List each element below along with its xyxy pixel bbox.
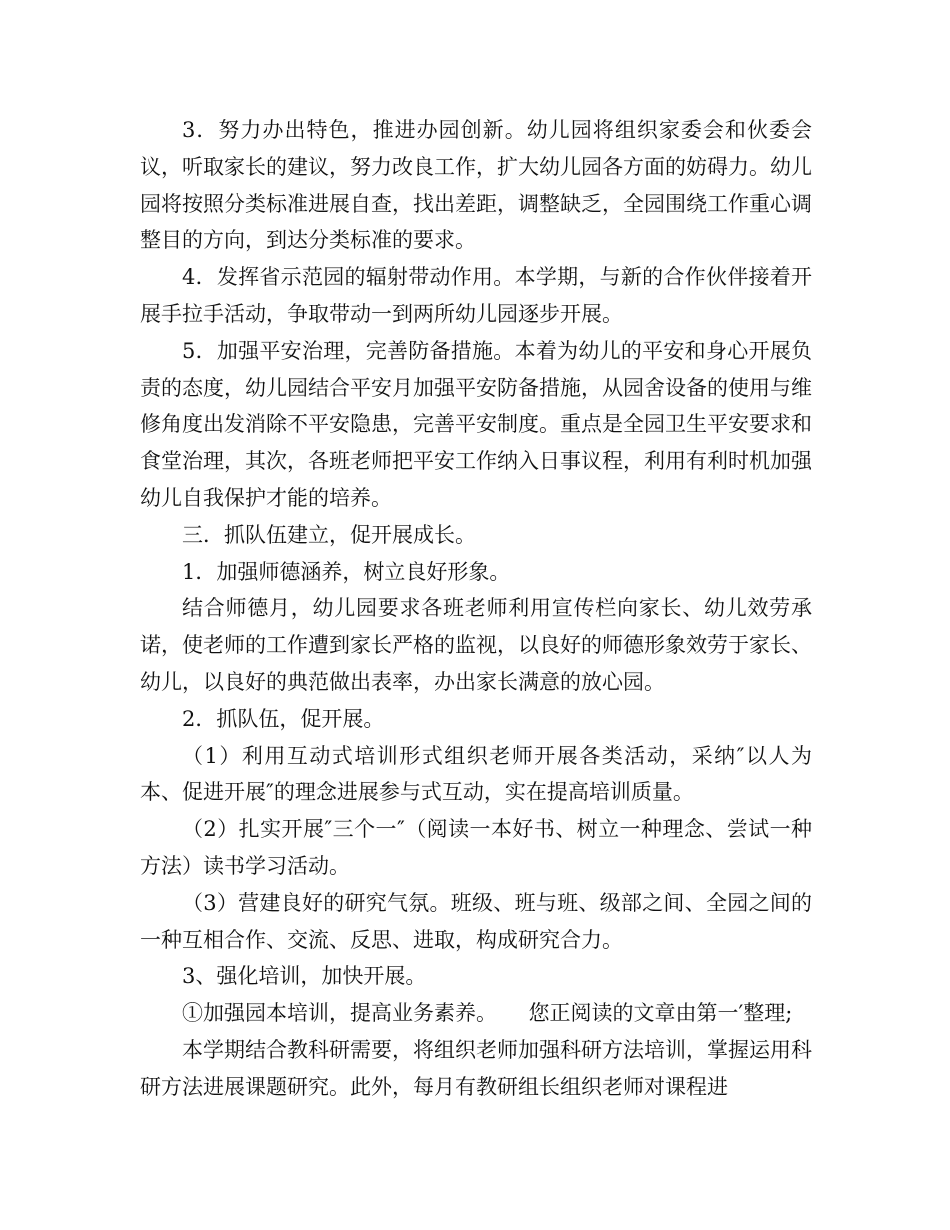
paragraph-teacher-ethics: 结合师德月，幼儿园要求各班老师利用宣传栏向家长、幼儿效劳承诺，使老师的工作遭到家长严格的监视，以良好的师德形象效劳于家长、幼儿，以良好的典范做出表率，办出家长满意的放心园。	[140, 596, 812, 694]
section-heading-team-building: 三．抓队伍建立，促开展成长。	[182, 522, 476, 547]
paragraph-school-based-training: ①加强园本培训，提高业务素养。 您正阅读的文章由第一′整理;	[182, 1001, 793, 1026]
document-page	[140, 112, 812, 1106]
paragraph-demonstration-role: 4．发挥省示范园的辐射带动作用。本学期，与新的合作伙伴接着开展手拉手活动，争取带动一到两所幼儿园逐步开展。	[140, 265, 812, 326]
subheading-teacher-ethics: 1．加强师德涵养，树立良好形象。	[182, 559, 511, 584]
paragraph-safety-management: 5．加强平安治理，完善防备措施。本着为幼儿的平安和身心开展负责的态度，幼儿园结合平安月加强平安防备措施，从园舍设备的使用与维修角度出发消除不平安隐患，完善平安制度。重点是全园卫生平安要求和食堂治理，其次，各班老师把平安工作纳入日事议程，利用有利时机加强幼儿自我保护才能的培养。	[140, 338, 812, 510]
subheading-team-development: 2．抓队伍，促开展。	[182, 706, 385, 731]
list-item-three-ones-reading: （2）扎实开展″三个一″（阅读一本好书、树立一种理念、尝试一种方法）读书学习活动。	[140, 817, 812, 878]
paragraph-research-methods: 本学期结合教科研需要，将组织老师加强科研方法培训，掌握运用科研方法进展课题研究。此外，每月有教研组长组织老师对课程进	[140, 1037, 812, 1099]
subheading-strengthen-training: 3、强化培训，加快开展。	[182, 964, 427, 989]
paragraph-feature-innovation: 3．努力办出特色，推进办园创新。幼儿园将组织家委会和伙委会议，听取家长的建议，努力改良工作，扩大幼儿园各方面的妨碍力。幼儿园将按照分类标准进展自查，找出差距，调整缺乏，全园围绕工作重心调整目的方向，到达分类标准的要求。	[140, 118, 812, 253]
list-item-interactive-training: （1）利用互动式培训形式组织老师开展各类活动，采纳″以人为本、促进开展″的理念进展参与式互动，实在提高培训质量。	[140, 743, 812, 805]
list-item-research-atmosphere: （3）营建良好的研究气氛。班级、班与班、级部之间、全园之间的一种互相合作、交流、反思、进取，构成研究合力。	[140, 890, 812, 952]
